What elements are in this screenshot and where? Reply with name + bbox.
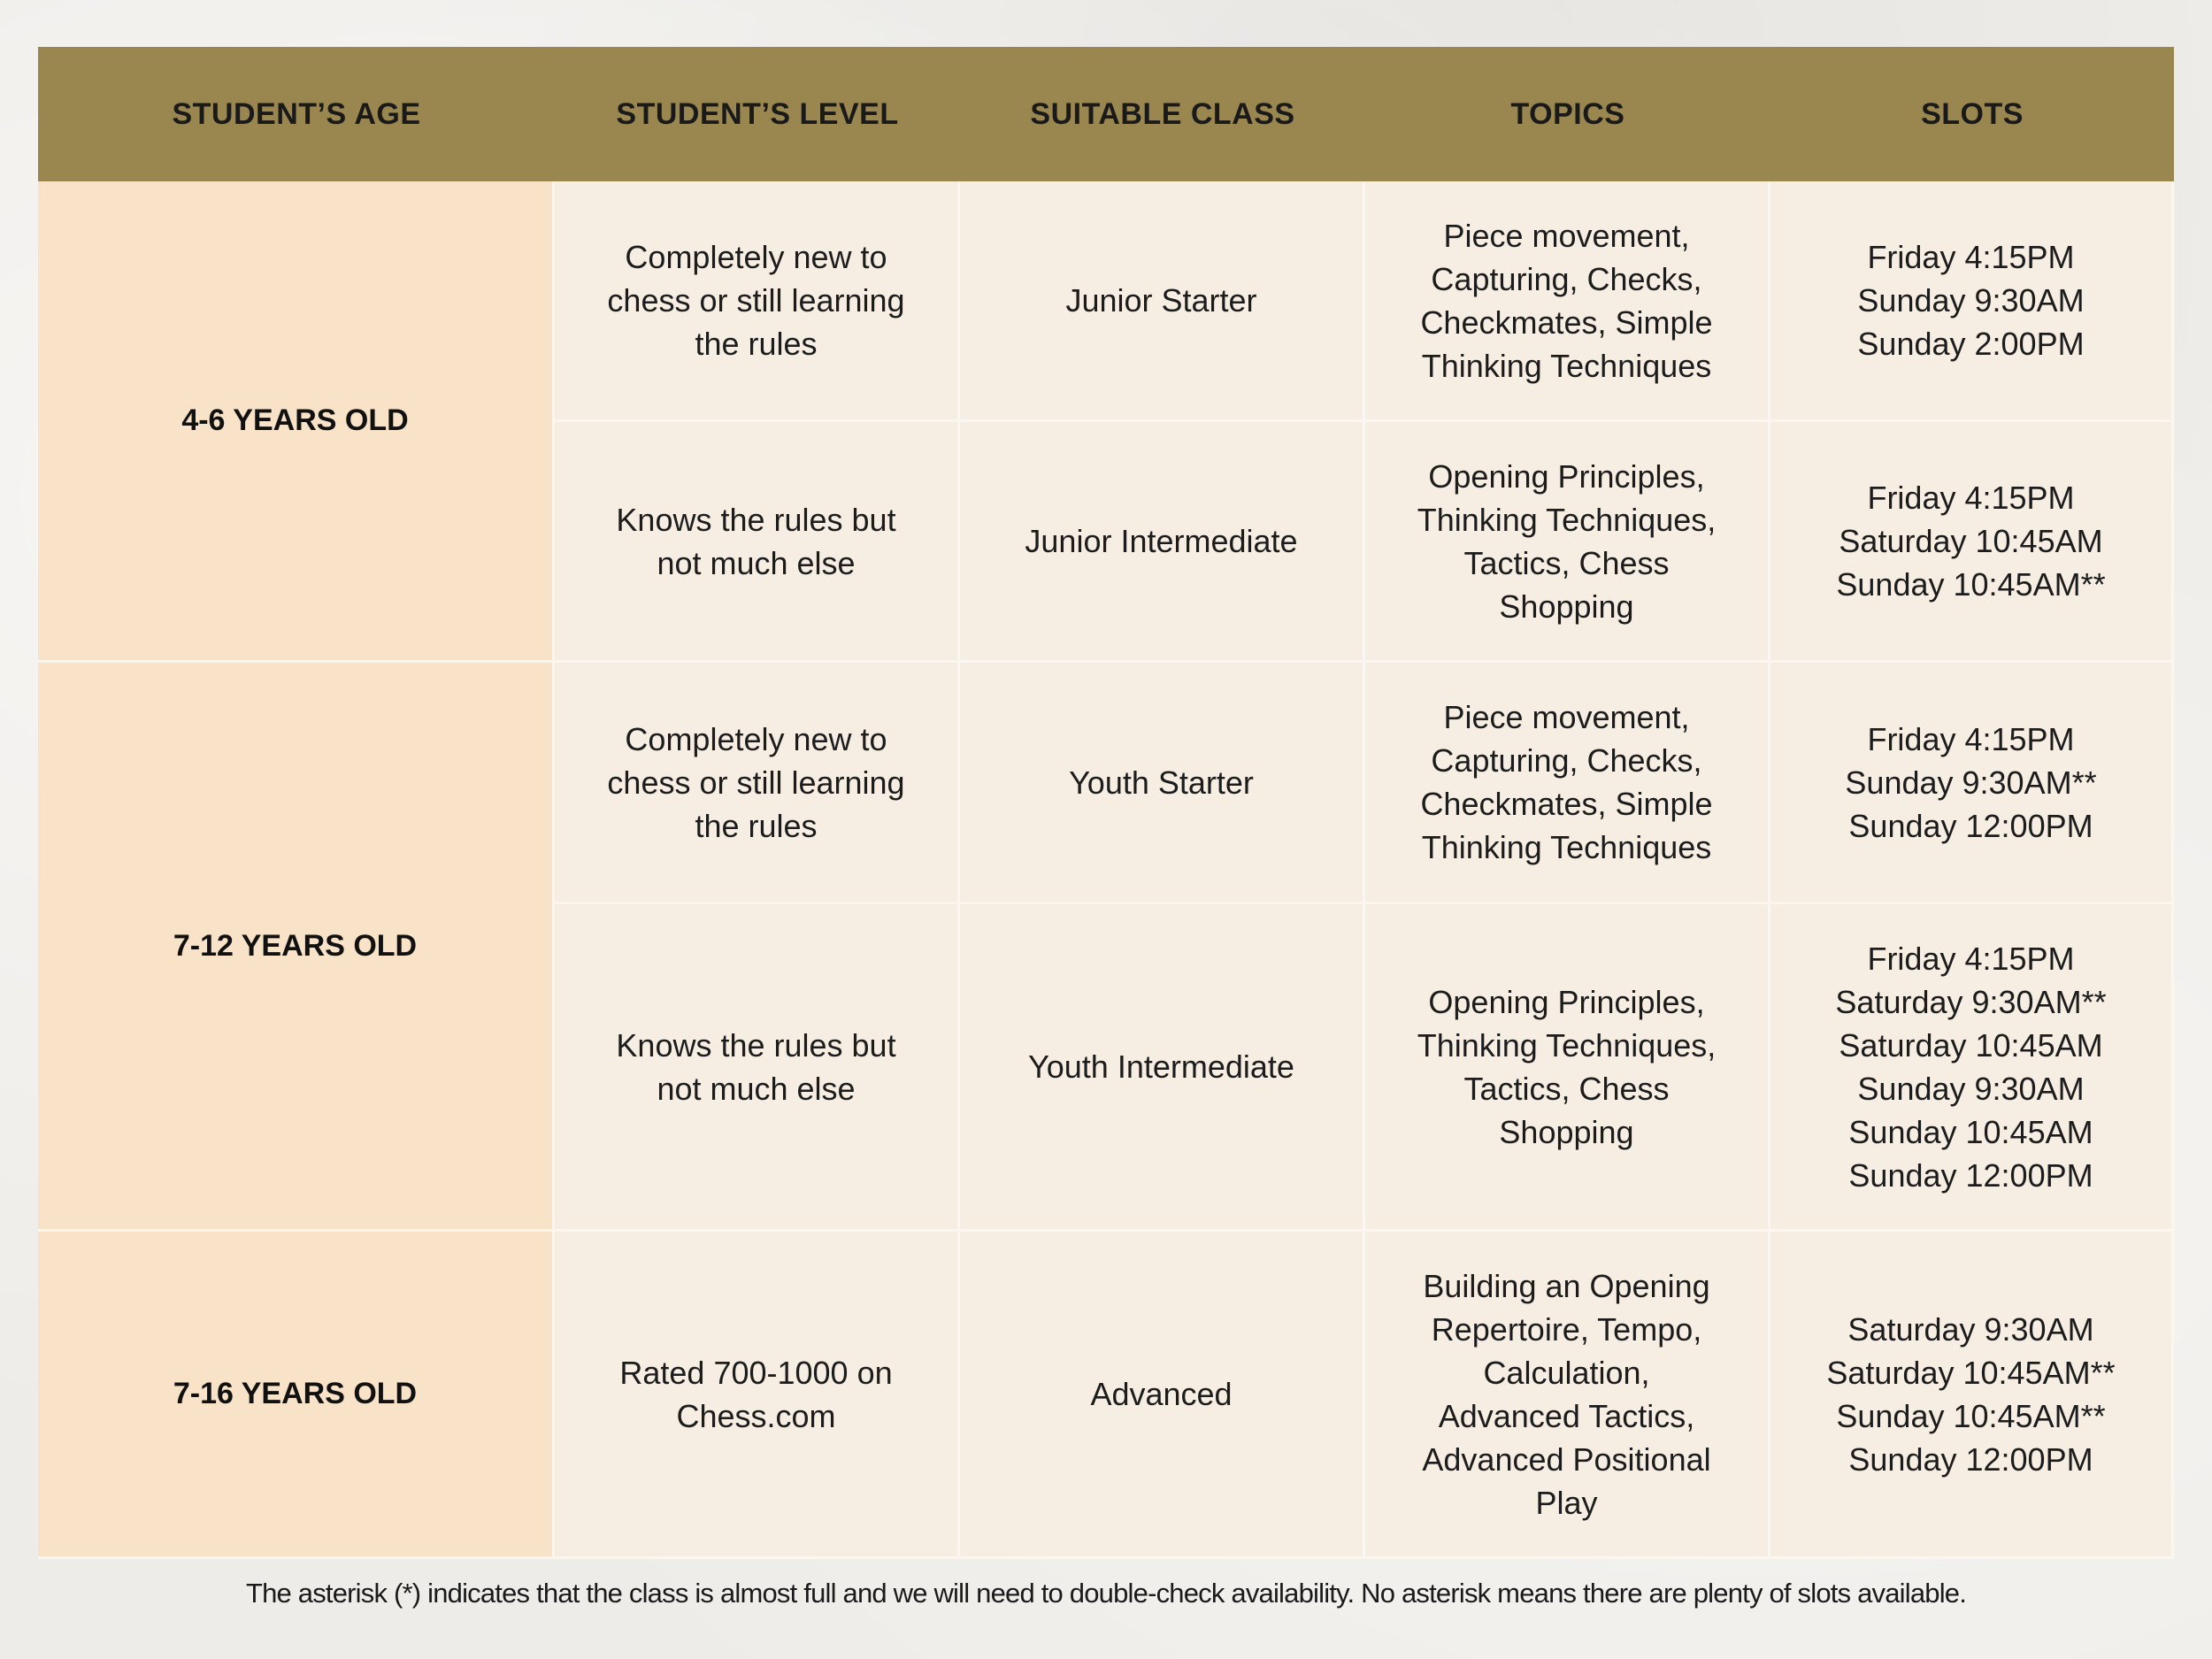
slots-text: Friday 4:15PM Sunday 9:30AM Sunday 2:00PM <box>1857 239 2085 362</box>
slots-text: Saturday 9:30AM Saturday 10:45AM** Sunday 10:45AM** Sunday 12:00PM <box>1826 1310 2116 1478</box>
class-name: Youth Intermediate <box>1028 1048 1294 1085</box>
table-cell-topics <box>1365 663 1770 904</box>
table-cell-slots <box>1770 663 2174 904</box>
table-cell-level <box>555 904 960 1232</box>
table-cell-level <box>555 181 960 422</box>
class-name: Junior Starter <box>1065 282 1257 319</box>
level-text: Knows the rules but not much else <box>616 501 896 581</box>
class-name: Junior Intermediate <box>1025 523 1298 559</box>
table-cell-slots <box>1770 1232 2174 1559</box>
header-topics: TOPICS <box>1365 47 1770 181</box>
topics-text: Opening Principles, Thinking Techniques, Tactics, Chess Shopping <box>1417 457 1717 625</box>
slots-text: Friday 4:15PM Saturday 10:45AM Sunday 10:45AM** <box>1836 480 2106 603</box>
class-name: Youth Starter <box>1069 764 1254 801</box>
table-cell-class <box>960 663 1365 904</box>
level-text: Knows the rules but not much else <box>616 1026 896 1107</box>
table-cell-class <box>960 422 1365 663</box>
header-students-age: STUDENT’S AGE <box>38 47 555 181</box>
table-cell-slots <box>1770 904 2174 1232</box>
table-cell-class <box>960 181 1365 422</box>
topics-text: Piece movement, Capturing, Checks, Checkmates, Simple Thinking Techniques <box>1420 217 1713 384</box>
header-slots: SLOTS <box>1770 47 2174 181</box>
topics-text: Opening Principles, Thinking Techniques, Tactics, Chess Shopping <box>1417 983 1717 1150</box>
topics-text: Building an Opening Repertoire, Tempo, Calculation, Advanced Tactics, Advanced Positional Play <box>1422 1267 1711 1521</box>
age-group-7-16: 7-16 YEARS OLD <box>38 1232 555 1559</box>
class-name: Advanced <box>1090 1376 1233 1412</box>
table-cell-slots <box>1770 181 2174 422</box>
header-students-level: STUDENT’S LEVEL <box>555 47 960 181</box>
table-cell-class <box>960 1232 1365 1559</box>
table-cell-topics <box>1365 181 1770 422</box>
slots-text: Friday 4:15PM Sunday 9:30AM** Sunday 12:00PM <box>1845 720 2097 844</box>
topics-text: Piece movement, Capturing, Checks, Checkmates, Simple Thinking Techniques <box>1420 699 1713 865</box>
table-cell-class <box>960 904 1365 1232</box>
table-cell-level <box>555 1232 960 1559</box>
level-text: Rated 700-1000 on Chess.com <box>619 1354 893 1434</box>
age-group-4-6: 4-6 YEARS OLD <box>38 181 555 663</box>
slots-text: Friday 4:15PM Saturday 9:30AM** Saturday 10:45AM Sunday 9:30AM Sunday 10:45AM Sunday 12:00PM <box>1835 940 2107 1194</box>
class-schedule-table <box>38 47 2174 1567</box>
table-cell-slots <box>1770 422 2174 663</box>
table-cell-topics <box>1365 904 1770 1232</box>
level-text: Completely new to chess or still learning the rules <box>607 720 905 844</box>
table-cell-level <box>555 422 960 663</box>
level-text: Completely new to chess or still learning the rules <box>607 239 905 362</box>
age-group-7-12: 7-12 YEARS OLD <box>38 663 555 1232</box>
table-cell-topics <box>1365 1232 1770 1559</box>
table-cell-level <box>555 663 960 904</box>
header-suitable-class: SUITABLE CLASS <box>960 47 1365 181</box>
footnote-text: The asterisk (*) indicates that the class is almost full and we will need to double-check availability. No asterisk means there are plenty of slots available. <box>245 1578 1967 1609</box>
table-cell-topics <box>1365 422 1770 663</box>
